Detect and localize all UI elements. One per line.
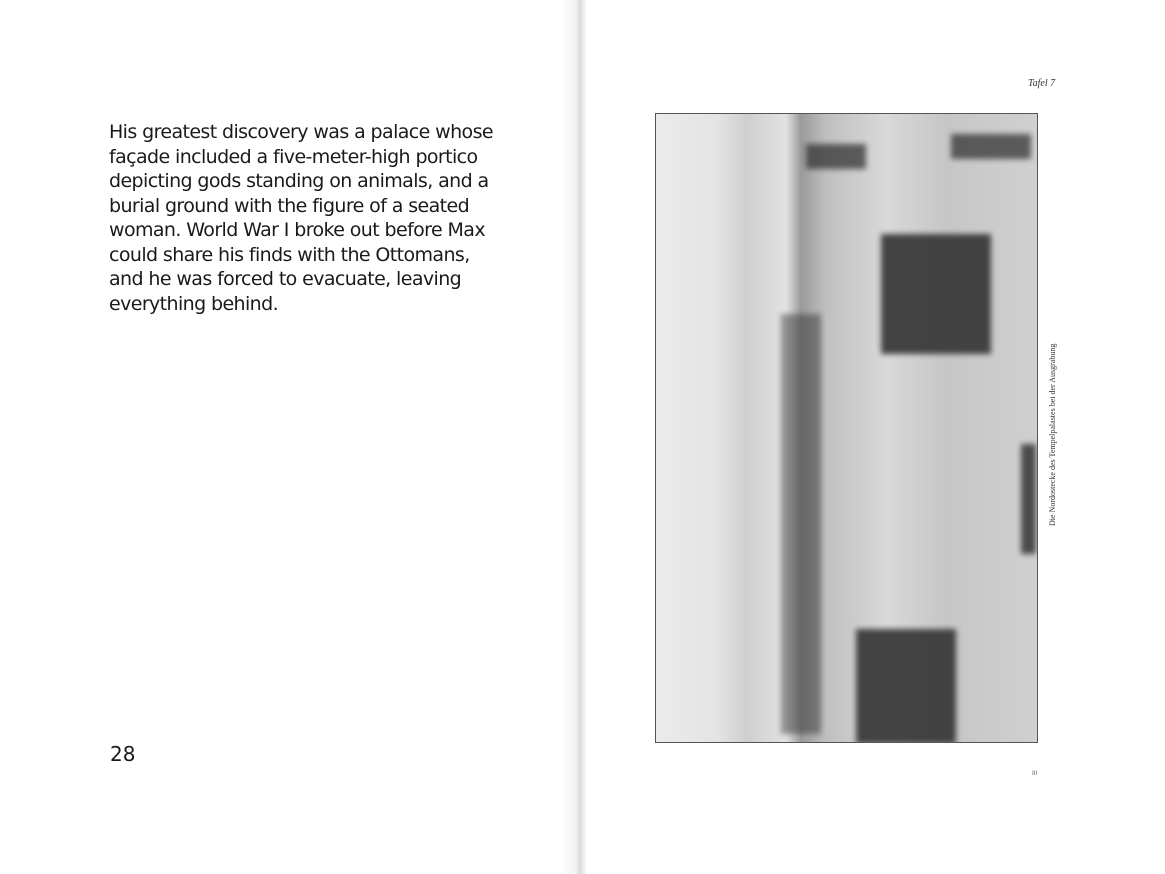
plate-label: Tafel 7 bbox=[1028, 78, 1056, 89]
left-page bbox=[0, 0, 578, 874]
folio-mark: III bbox=[1032, 770, 1038, 777]
page-number: 28 bbox=[110, 742, 136, 766]
excavation-photo bbox=[655, 113, 1038, 743]
photo-caption: Die Nordostecke des Tempelpalastes bei der Ausgrabung bbox=[1048, 343, 1057, 527]
body-text: His greatest discovery was a palace whose façade included a five-meter-high portico depicting gods standing on animals, and a burial ground with the figure of a seated woman. World War I broke out before Max could share his finds with the Ottomans, and he was forced to evacuate, leaving everything behind. bbox=[109, 121, 493, 315]
